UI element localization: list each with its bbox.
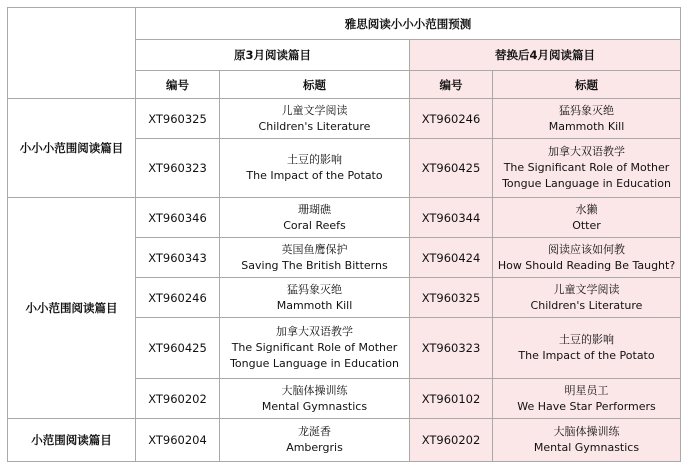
right-title-en: We Have Star Performers — [517, 399, 656, 413]
right-title-cell — [493, 99, 681, 139]
right-title-cn: 猛犸象灭绝 — [559, 103, 614, 117]
left-title-cn: 龙涎香 — [298, 425, 331, 438]
left-title-header: 标题 — [220, 71, 410, 99]
right-title-cn: 明星员工 — [564, 383, 609, 397]
left-title-cell — [220, 278, 410, 318]
right-code: XT960202 — [410, 419, 493, 462]
left-title-en: The Impact of the Potato — [246, 169, 383, 182]
corner-cell — [8, 8, 136, 99]
left-section-header: 原3月阅读篇目 — [136, 40, 410, 71]
left-title-en: Saving The British Bitterns — [241, 258, 388, 272]
right-title-cn: 水獭 — [575, 202, 598, 216]
right-title-cell — [493, 198, 681, 238]
left-title-en: Mental Gymnastics — [261, 399, 368, 413]
group-label: 小小范围阅读篇目 — [8, 198, 136, 419]
right-code: XT960102 — [410, 379, 493, 419]
right-title-cell — [493, 139, 681, 198]
right-code: XT960344 — [410, 198, 493, 238]
group-label: 小小小范围阅读篇目 — [8, 99, 136, 198]
left-title-cell — [220, 139, 410, 198]
right-title-en: How Should Reading Be Taught? — [497, 258, 676, 272]
right-code-header: 编号 — [410, 71, 493, 99]
left-title-cell — [220, 318, 410, 379]
right-title-cn: 儿童文学阅读 — [553, 282, 620, 296]
right-title-header: 标题 — [493, 71, 681, 99]
left-code-header: 编号 — [136, 71, 220, 99]
right-title-cell — [493, 419, 681, 462]
right-code: XT960424 — [410, 238, 493, 278]
left-code: XT960425 — [136, 318, 220, 379]
right-title-en: The Significant Role of Mother Tongue Language in Education — [502, 161, 671, 190]
left-title-cell — [220, 99, 410, 139]
right-code: XT960323 — [410, 318, 493, 379]
left-code: XT960246 — [136, 278, 220, 318]
table-row — [8, 419, 681, 462]
left-title-cell — [220, 379, 410, 419]
right-title-en: Mental Gymnastics — [533, 441, 640, 454]
left-title-cn: 猛犸象灭绝 — [287, 282, 342, 296]
left-code: XT960323 — [136, 139, 220, 198]
left-code: XT960325 — [136, 99, 220, 139]
right-title-cn: 阅读应该如何教 — [548, 242, 625, 256]
left-title-cn: 加拿大双语教学 — [276, 325, 353, 338]
left-title-cell — [220, 238, 410, 278]
left-title-cn: 土豆的影响 — [287, 153, 342, 166]
left-code: XT960204 — [136, 419, 220, 462]
right-title-en: Otter — [572, 218, 601, 232]
table-row — [8, 99, 681, 139]
left-code: XT960202 — [136, 379, 220, 419]
left-title-cell — [220, 419, 410, 462]
right-title-en: Children's Literature — [530, 298, 643, 312]
right-title-cell — [493, 318, 681, 379]
right-title-cn: 大脑体操训练 — [553, 425, 620, 438]
right-title-cell — [493, 379, 681, 419]
table-row — [8, 198, 681, 238]
right-title-cn: 土豆的影响 — [559, 333, 614, 346]
left-code: XT960346 — [136, 198, 220, 238]
left-code: XT960343 — [136, 238, 220, 278]
right-title-en: Mammoth Kill — [548, 119, 625, 133]
left-title-cell — [220, 198, 410, 238]
reading-forecast-table — [7, 7, 681, 462]
left-title-cn: 儿童文学阅读 — [281, 103, 348, 117]
right-code: XT960246 — [410, 99, 493, 139]
left-title-en: Ambergris — [286, 441, 343, 454]
left-title-cn: 英国鱼鹰保护 — [281, 242, 348, 256]
table-title: 雅思阅读小小小范围预测 — [136, 8, 681, 40]
left-title-en: Children's Literature — [258, 119, 371, 133]
left-title-cn: 珊瑚礁 — [298, 202, 331, 216]
right-title-cell — [493, 238, 681, 278]
right-title-en: The Impact of the Potato — [518, 349, 655, 362]
right-code: XT960325 — [410, 278, 493, 318]
left-title-en: Coral Reefs — [283, 218, 346, 232]
right-code: XT960425 — [410, 139, 493, 198]
left-title-en: Mammoth Kill — [276, 298, 353, 312]
group-label: 小范围阅读篇目 — [8, 419, 136, 462]
left-title-en: The Significant Role of Mother Tongue Language in Education — [230, 341, 399, 370]
right-title-cell — [493, 278, 681, 318]
left-title-cn: 大脑体操训练 — [281, 383, 348, 397]
right-title-cn: 加拿大双语教学 — [548, 145, 625, 158]
right-section-header: 替换后4月阅读篇目 — [410, 40, 681, 71]
